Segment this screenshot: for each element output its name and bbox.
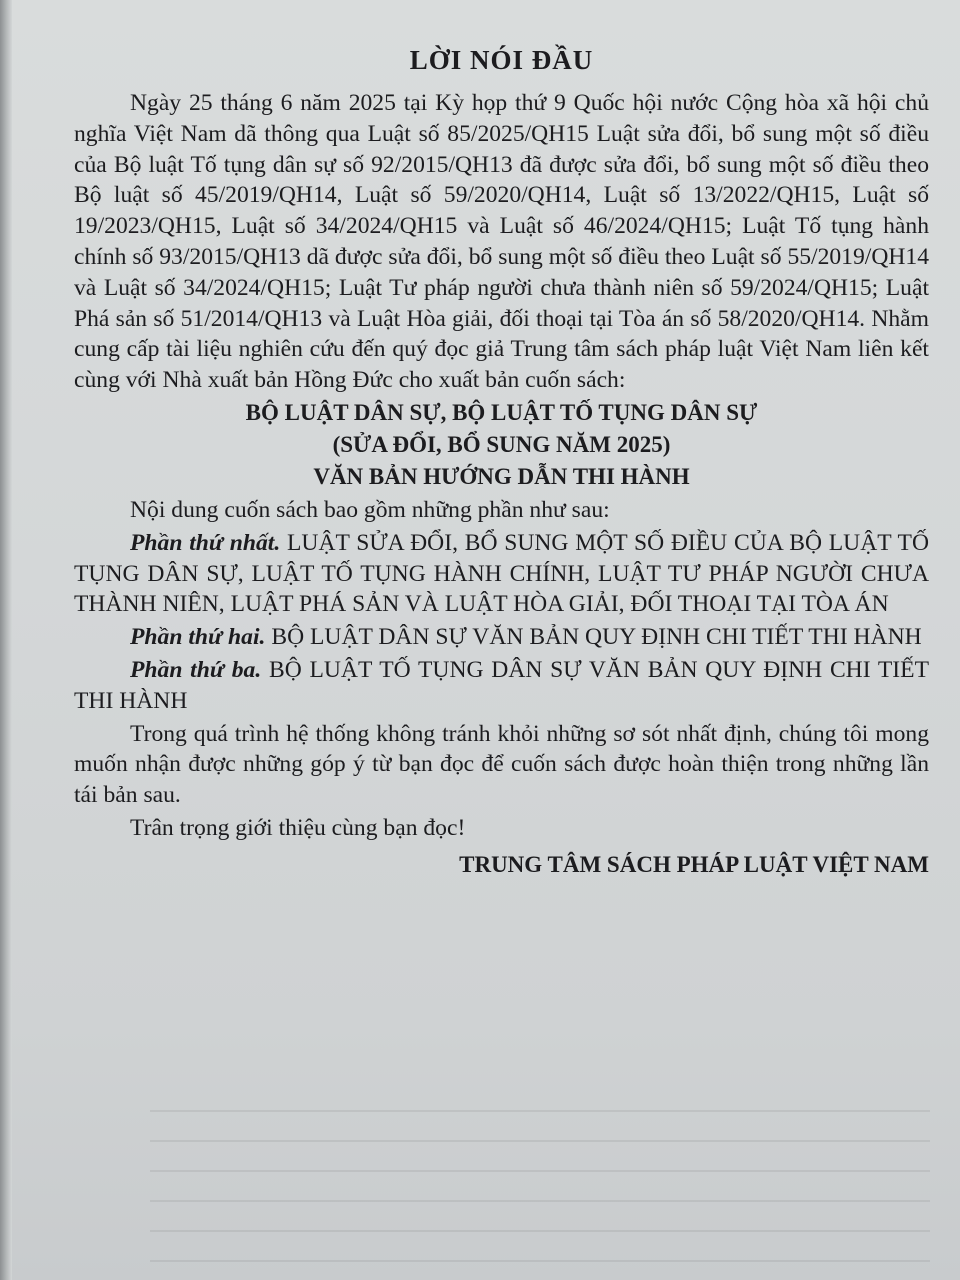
part-three-text: BỘ LUẬT TỐ TỤNG DÂN SỰ VĂN BẢN QUY ĐỊNH CHI TIẾT THI HÀNH [74, 656, 929, 714]
intro-paragraph: Ngày 25 tháng 6 năm 2025 tại Kỳ họp thứ 9 Quốc hội nước Cộng hòa xã hội chủ nghĩa Việt Nam dã thông qua Luật số 85/2025/QH15 Luật sửa đổi, bổ sung một số điều của Bộ luật Tố tụng dân sự số 92/2015/QH13 đã được sửa đổi, bổ sung một số điều theo Bộ luật số 45/2019/QH14, Luật số 59/2020/QH14, Luật số 13/2022/QH15, Luật số 19/2023/QH15, Luật số 34/2024/QH15 và Luật số 46/2024/QH15; Luật Tố tụng hành chính số 93/2015/QH13 dã được sửa đổi, bổ sung một số điều theo Luật số 55/2019/QH14 và Luật số 34/2024/QH15; Luật Tư pháp người chưa thành niên số 59/2024/QH15; Luật Phá sản số 51/2014/QH13 và Luật Hòa giải, đối thoại tại Tòa án số 58/2020/QH14. Nhằm cung cấp tài liệu nghiên cứu đến quý đọc giả Trung tâm sách pháp luật Việt Nam liên kết cùng với Nhà xuất bản Hồng Đức cho xuất bản cuốn sách: [74, 90, 929, 394]
part-one-label: Phần thứ nhất. [130, 529, 281, 556]
greeting: Trân trọng giới thiệu cùng bạn đọc! [130, 814, 466, 841]
part-three-label: Phần thứ ba. [130, 656, 262, 683]
contents-intro: Nội dung cuốn sách bao gồm những phần như sau: [130, 496, 610, 523]
part-two-label: Phần thứ hai. [130, 624, 266, 651]
book-title-line-3: VĂN BẢN HƯỚNG DẪN THI HÀNH [313, 463, 690, 489]
signature: TRUNG TÂM SÁCH PHÁP LUẬT VIỆT NAM [459, 851, 929, 877]
book-title-line-1: BỘ LUẬT DÂN SỰ, BỘ LUẬT TỐ TỤNG DÂN SỰ [245, 399, 758, 425]
part-one [74, 528, 929, 620]
part-two [74, 622, 929, 653]
page-title: LỜI NÓI ĐẦU [409, 45, 594, 75]
closing-paragraph: Trong quá trình hệ thống không tránh khỏi những sơ sót nhất định, chúng tôi mong muốn nhận được những góp ý từ bạn đọc để cuốn sách được hoàn thiện trong những lần tái bản sau. [74, 720, 929, 809]
book-title-line-2: (SỬA ĐỔI, BỔ SUNG NĂM 2025) [332, 431, 671, 457]
part-two-text: BỘ LUẬT DÂN SỰ VĂN BẢN QUY ĐỊNH CHI TIẾT THI HÀNH [271, 624, 922, 651]
bleed-through-text [150, 1110, 930, 1270]
book-spine-shadow [0, 0, 12, 1280]
part-one-text: LUẬT SỬA ĐỔI, BỔ SUNG MỘT SỐ ĐIỀU CỦA BỘ LUẬT TỐ TỤNG DÂN SỰ, LUẬT TỐ TỤNG HÀNH CHÍNH, LUẬT TƯ PHÁP NGƯỜI CHƯA THÀNH NIÊN, LUẬT PHÁ SẢN VÀ LUẬT HÒA GIẢI, ĐỐI THOẠI TẠI TÒA ÁN [74, 529, 929, 618]
part-three [74, 655, 929, 717]
document-page [74, 40, 929, 881]
